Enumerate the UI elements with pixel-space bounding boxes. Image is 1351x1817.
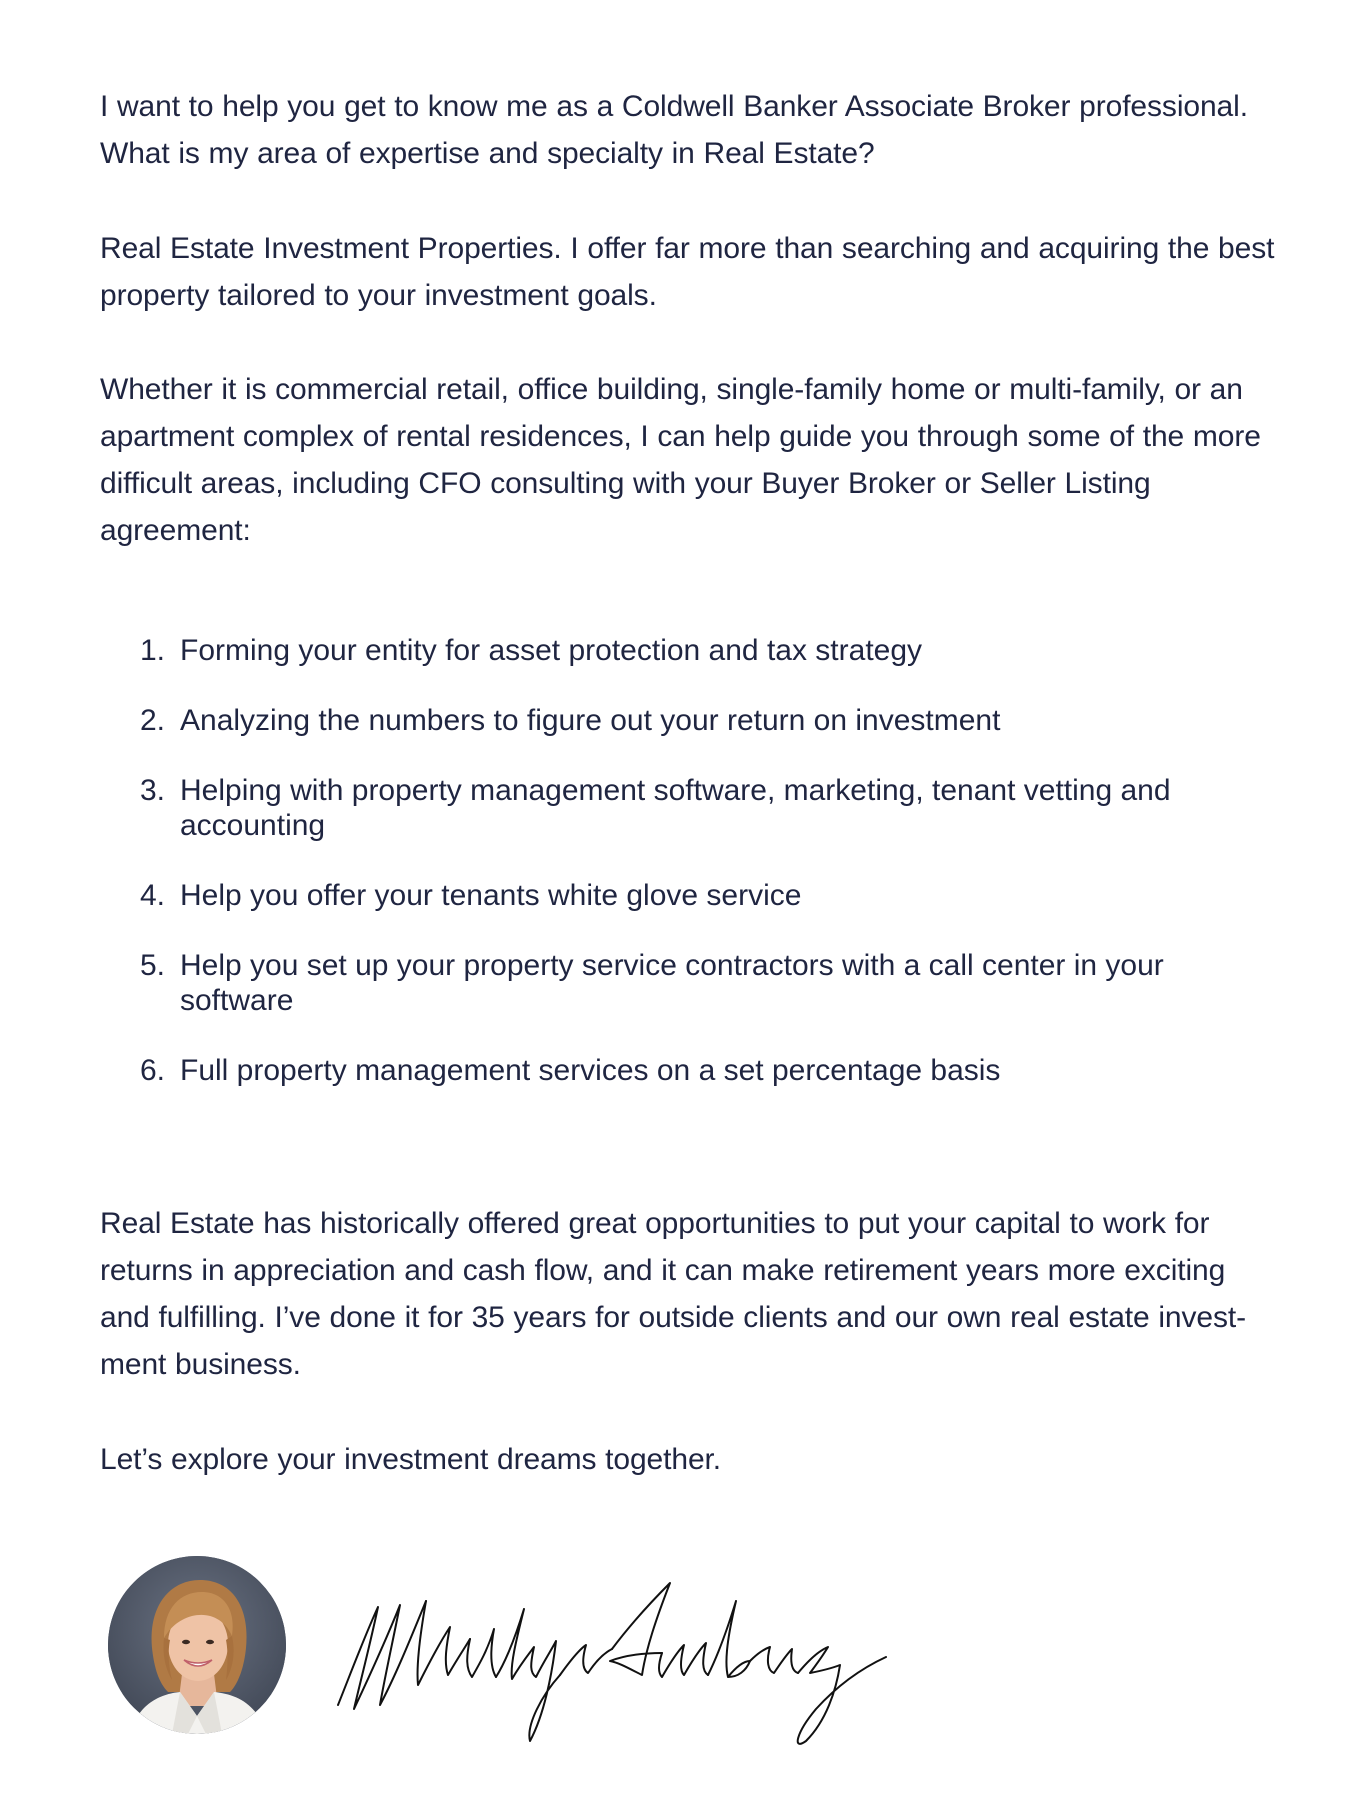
- invitation-paragraph: Let’s explore your investment dreams together.: [100, 1443, 722, 1476]
- list-item: [140, 773, 1240, 843]
- list-item: [140, 633, 1240, 668]
- list-item-number: 1.: [140, 634, 166, 667]
- list-item: [140, 948, 1240, 1018]
- list-item-text: Full property management services on a set percentage basis: [180, 1054, 1001, 1087]
- list-item-text: Helping with property management software, marketing, tenant vetting and accounting: [180, 774, 1171, 842]
- list-item: [140, 1053, 1240, 1088]
- intro-paragraph: I want to help you get to know me as a Coldwell Banker Associate Broker professional. What is my area of expertise and specialty in Real Estate?: [100, 90, 1248, 170]
- list-item-number: 4.: [140, 879, 166, 912]
- avatar: [108, 1556, 286, 1734]
- list-item: [140, 703, 1240, 738]
- list-item-text: Forming your entity for asset protection and tax strategy: [180, 634, 923, 667]
- list-item-text: Analyzing the numbers to figure out your return on investment: [180, 704, 1001, 737]
- list-item-number: 6.: [140, 1054, 166, 1087]
- signature-image: [330, 1565, 900, 1755]
- list-item-number: 2.: [140, 704, 166, 737]
- list-item: [140, 878, 1240, 913]
- closing-paragraph: Real Estate has historically offered great opportunities to put your capital to work for returns in appreciation and cash flow, and it can make retirement years more exciting and fulfilling. I’ve done it for 35 years for outside clients and our own real estate invest-ment business.: [100, 1207, 1246, 1381]
- specialty-paragraph: Real Estate Investment Properties. I offer far more than searching and acquiring the best property tailored to your investment goals.: [100, 232, 1275, 312]
- list-item-text: Help you offer your tenants white glove service: [180, 879, 802, 912]
- list-item-number: 5.: [140, 949, 166, 982]
- list-item-number: 3.: [140, 774, 166, 807]
- property-types-paragraph: Whether it is commercial retail, office building, single-family home or multi-family, or an apartment complex of rental residences, I can help guide you through some of the more difficult areas, including CFO consulting with your Buyer Broker or Seller Listing agreement:: [100, 373, 1261, 547]
- portrait-image: [108, 1556, 286, 1734]
- list-item-text: Help you set up your property service contractors with a call center in your software: [180, 949, 1164, 1017]
